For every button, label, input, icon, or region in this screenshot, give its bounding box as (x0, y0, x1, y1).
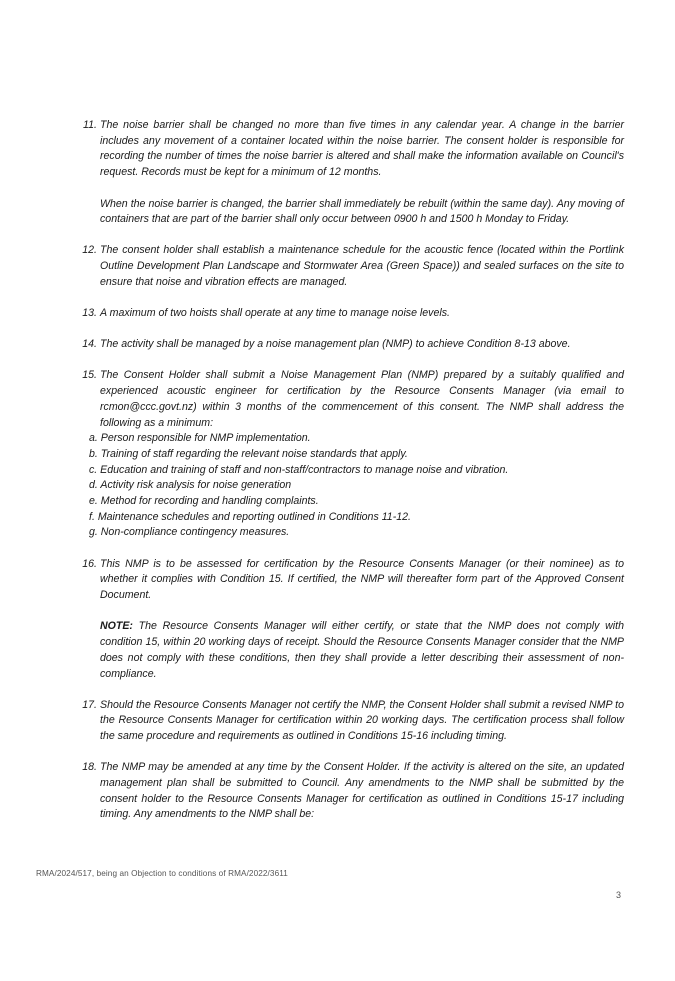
list-item: b. Training of staff regarding the relevant noise standards that apply. (89, 447, 408, 460)
condition-18 (69, 760, 624, 823)
condition-paragraph: When the noise barrier is changed, the barrier shall immediately be rebuilt (within the same day). Any moving of containers that are part of the barrier shall only occur between 0900 h and 1500 h Monday to Friday. (100, 197, 624, 226)
conditions-list (69, 118, 624, 839)
condition-paragraph: The consent holder shall establish a maintenance schedule for the acoustic fence (located within the Portlink Outline Development Plan Landscape and Stormwater Area (Green Space)) and sealed surfaces on the site to ensure that noise and vibration effects are managed. (100, 244, 624, 288)
condition-12 (69, 243, 624, 290)
condition-number: 15. (82, 369, 97, 382)
condition-14 (69, 337, 624, 353)
condition-paragraph: The noise barrier shall be changed no more than five times in any calendar year. A change in the barrier includes any movement of a container located within the noise barrier. The consent holder is responsible for recording the number of times the noise barrier is altered and shall make the information available on Council's request. Records must be kept for a minimum of 12 months. (100, 119, 624, 179)
list-item: e. Method for recording and handling complaints. (89, 495, 319, 508)
condition-paragraph: The NMP may be amended at any time by the Consent Holder. If the activity is altered on the site, an updated management plan shall be submitted to Council. Any amendments to the NMP shall be submitted by the consent holder to the Resource Consents Manager for certification as outlined in Conditions 15-17 including timing. Any amendments to the NMP shall be: (100, 761, 624, 821)
list-item: a. Person responsible for NMP implementation. (89, 432, 311, 445)
condition-15 (69, 368, 624, 541)
condition-paragraph: The activity shall be managed by a noise management plan (NMP) to achieve Condition 8-13 above. (100, 338, 571, 351)
note-paragraph (100, 619, 624, 682)
condition-number: 16. (82, 557, 97, 570)
condition-number: 11. (83, 119, 97, 131)
condition-number: 14. (82, 338, 97, 351)
condition-13 (69, 306, 624, 322)
condition-paragraph: A maximum of two hoists shall operate at any time to manage noise levels. (100, 307, 450, 320)
note-label: NOTE: (100, 620, 133, 633)
condition-paragraph: This NMP is to be assessed for certification by the Resource Consents Manager (or their nominee) as to whether it complies with Condition 15. If certified, the NMP will thereafter form part of the Approved Consent Document. (100, 557, 624, 602)
page-footer: RMA/2024/517, being an Objection to conditions of RMA/2022/3611 (36, 869, 288, 878)
page-number: 3 (615, 890, 621, 900)
list-item: d. Activity risk analysis for noise generation (89, 479, 292, 492)
list-item: c. Education and training of staff and non-staff/contractors to manage noise and vibration. (89, 463, 509, 476)
list-item: g. Non-compliance contingency measures. (89, 526, 290, 539)
list-item: f. Maintenance schedules and reporting outlined in Conditions 11-12. (89, 510, 411, 523)
condition-paragraph: The Consent Holder shall submit a Noise Management Plan (NMP) prepared by a suitably qualified and experienced acoustic engineer for certification by the Resource Consents Manager (via email to rcmon@ccc.govt.nz) within 3 months of the commencement of this consent. The NMP shall address the following as a minimum: (100, 369, 624, 429)
nmp-requirements-list (89, 431, 624, 541)
condition-number: 17. (82, 698, 97, 711)
condition-paragraph: Should the Resource Consents Manager not certify the NMP, the Consent Holder shall submit a revised NMP to the Resource Consents Manager for certification within 20 working days. The certification process shall follow the same procedure and requirements as outlined in Conditions 15-16 including timing. (100, 698, 624, 743)
condition-17 (69, 698, 624, 745)
condition-number: 13. (82, 307, 97, 320)
note-text: The Resource Consents Manager will either certify, or state that the NMP does not comply with condition 15, within 20 working days of receipt. Should the Resource Consents Manager consider that the NMP does not comply with these conditions, then they shall provide a letter describing their assessment of non-compliance. (100, 620, 624, 680)
condition-number: 12. (82, 244, 97, 257)
condition-11 (69, 118, 624, 228)
condition-16 (69, 557, 624, 683)
condition-number: 18. (82, 761, 97, 774)
